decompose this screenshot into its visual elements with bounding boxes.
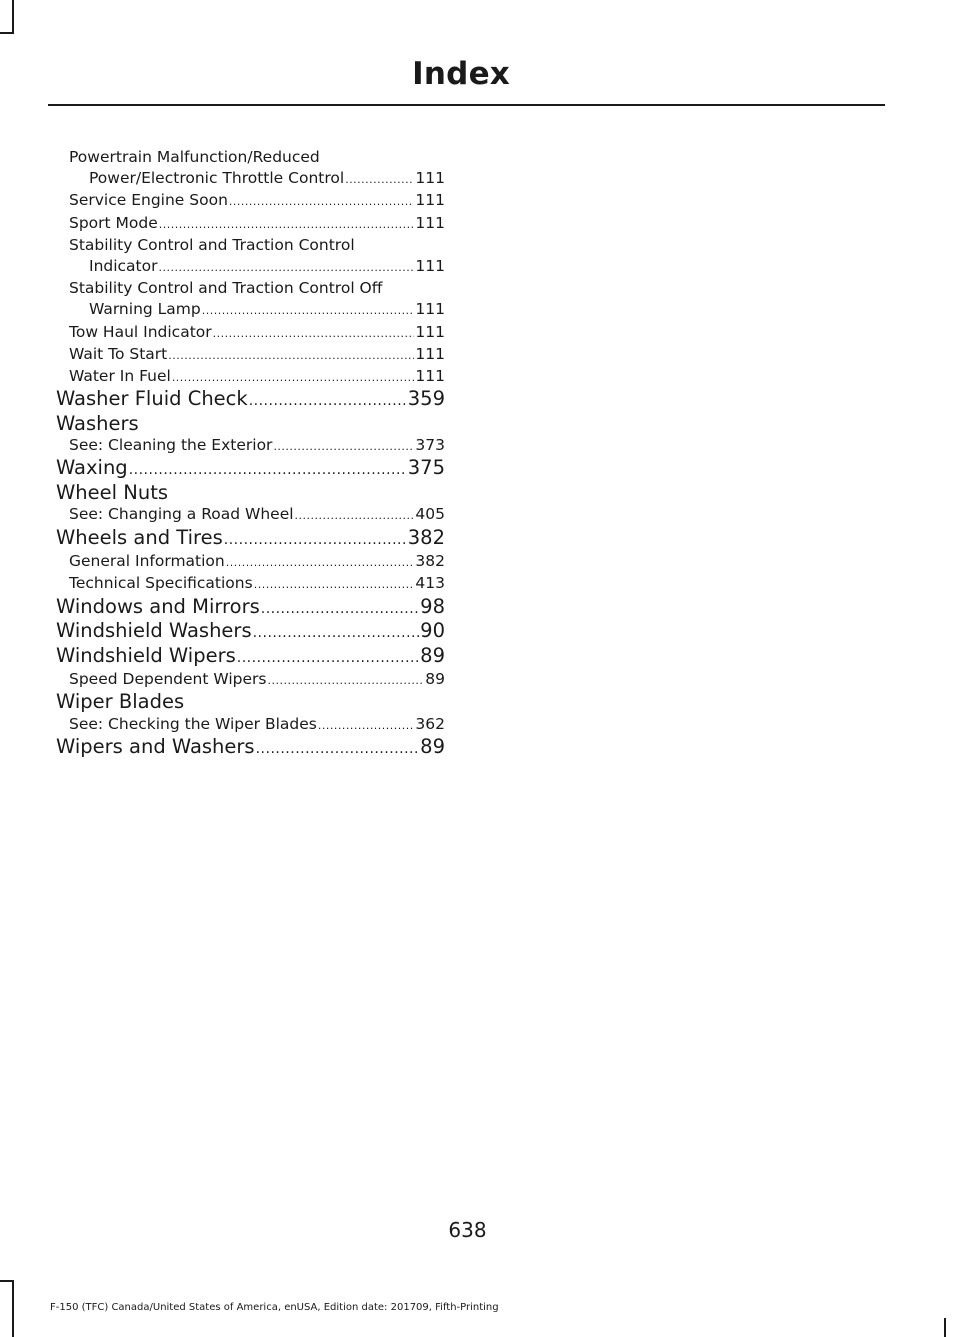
- crop-mark-bottom-left: [0, 1280, 14, 1282]
- index-subentry[interactable]: [56, 669, 445, 691]
- index-subentry[interactable]: [56, 551, 445, 573]
- leader-dots: [159, 257, 415, 278]
- leader-dots: [202, 300, 415, 321]
- index-entry-label: Water In Fuel: [69, 367, 171, 386]
- index-entry-label: Tow Haul Indicator: [69, 322, 212, 341]
- leader-dots: [226, 552, 415, 573]
- leader-dots: [229, 191, 415, 212]
- index-column: [56, 147, 445, 760]
- index-heading: [56, 482, 445, 505]
- index-entry-label: See: Changing a Road Wheel: [69, 505, 294, 524]
- index-page-ref[interactable]: 373: [415, 436, 445, 455]
- leader-dots: [268, 670, 425, 691]
- index-entry-label: Speed Dependent Wipers: [69, 670, 267, 689]
- index-subentry-line: [56, 278, 445, 299]
- index-subentry[interactable]: [56, 299, 445, 321]
- index-subentry[interactable]: [56, 435, 445, 457]
- index-entry[interactable]: [56, 736, 445, 761]
- index-entry-label: Technical Specifications: [69, 574, 253, 593]
- crop-mark-bottom-left: [12, 1280, 14, 1337]
- index-entry[interactable]: [56, 457, 445, 482]
- crop-mark-top-left: [0, 32, 14, 34]
- index-entry-label: Waxing: [56, 456, 128, 480]
- leader-dots: [318, 715, 415, 736]
- index-page-ref[interactable]: 382: [407, 525, 445, 549]
- index-entry-label: Stability Control and Traction Control: [69, 235, 355, 254]
- index-entry-label: See: Cleaning the Exterior: [69, 436, 273, 455]
- header-rule: [48, 104, 885, 106]
- index-entry-label: Wheels and Tires: [56, 525, 223, 549]
- crop-mark-bottom-right: [944, 1318, 946, 1337]
- index-subentry[interactable]: [56, 504, 445, 526]
- index-subentry[interactable]: [56, 256, 445, 278]
- index-subentry-line: [56, 235, 445, 256]
- index-subentry[interactable]: [56, 573, 445, 595]
- leader-dots: [168, 345, 414, 366]
- index-entry-label: Indicator: [89, 257, 158, 276]
- index-page-ref[interactable]: 89: [420, 643, 445, 667]
- leader-dots: [159, 214, 415, 235]
- index-entry[interactable]: [56, 596, 445, 621]
- leader-dots: [254, 574, 415, 595]
- index-page-ref[interactable]: 111: [415, 257, 445, 276]
- index-entry-label: General Information: [69, 552, 225, 571]
- index-page-ref[interactable]: 111: [415, 367, 445, 386]
- index-subentry[interactable]: [56, 322, 445, 344]
- index-entry-label: Power/Electronic Throttle Control: [89, 169, 345, 188]
- index-entry-label: Wiper Blades: [56, 690, 185, 714]
- index-heading: [56, 691, 445, 714]
- index-subentry-line: [56, 147, 445, 168]
- index-entry-label: Warning Lamp: [89, 300, 201, 319]
- index-page-ref[interactable]: 89: [425, 670, 445, 689]
- index-entry-label: Windshield Washers: [56, 619, 252, 643]
- index-page-ref[interactable]: 362: [415, 714, 445, 733]
- leader-dots: [256, 738, 420, 761]
- index-entry-label: Windshield Wipers: [56, 643, 236, 667]
- index-page-ref[interactable]: 405: [415, 505, 445, 524]
- index-entry-label: Powertrain Malfunction/Reduced: [69, 148, 320, 166]
- leader-dots: [172, 367, 415, 388]
- index-page-ref[interactable]: 111: [415, 191, 445, 210]
- leader-dots: [213, 323, 415, 344]
- index-page-ref[interactable]: 413: [415, 574, 445, 593]
- crop-mark-top-left: [12, 0, 14, 34]
- index-entry-label: Windows and Mirrors: [56, 594, 260, 618]
- footer-edition-note: F-150 (TFC) Canada/United States of America, enUSA, Edition date: 201709, Fifth-Printing: [50, 1302, 499, 1313]
- leader-dots: [224, 529, 407, 552]
- index-subentry[interactable]: [56, 366, 445, 388]
- index-page-ref[interactable]: 111: [415, 213, 445, 232]
- index-page-ref[interactable]: 90: [420, 619, 445, 643]
- index-page-ref[interactable]: 111: [415, 322, 445, 341]
- index-entry[interactable]: [56, 388, 445, 413]
- index-heading: [56, 413, 445, 436]
- index-subentry[interactable]: [56, 714, 445, 736]
- index-page-ref[interactable]: 98: [420, 594, 445, 618]
- leader-dots: [129, 459, 407, 482]
- leader-dots: [249, 390, 407, 413]
- index-entry-label: Wait To Start: [69, 344, 168, 363]
- index-page-ref[interactable]: 111: [415, 300, 445, 319]
- index-entry-label: Wipers and Washers: [56, 734, 255, 758]
- index-entry-label: Washers: [56, 411, 139, 435]
- index-entry-label: See: Checking the Wiper Blades: [69, 714, 317, 733]
- leader-dots: [237, 647, 419, 670]
- index-entry[interactable]: [56, 620, 445, 645]
- index-subentry[interactable]: [56, 344, 445, 366]
- page-number: 638: [448, 1218, 487, 1242]
- index-page-ref[interactable]: 359: [407, 387, 445, 411]
- index-page-ref[interactable]: 89: [420, 734, 445, 758]
- index-entry[interactable]: [56, 527, 445, 552]
- leader-dots: [261, 598, 419, 621]
- index-entry-label: Service Engine Soon: [69, 191, 228, 210]
- index-entry-label: Wheel Nuts: [56, 480, 169, 504]
- index-page-ref[interactable]: 375: [407, 456, 445, 480]
- index-page-ref[interactable]: 111: [415, 344, 445, 363]
- index-subentry[interactable]: [56, 168, 445, 190]
- index-entry-label: Washer Fluid Check: [56, 387, 248, 411]
- index-entry-label: Sport Mode: [69, 213, 158, 232]
- index-subentry[interactable]: [56, 190, 445, 212]
- page-title: Index: [412, 56, 510, 92]
- leader-dots: [273, 436, 414, 457]
- index-page-ref[interactable]: 382: [415, 552, 445, 571]
- leader-dots: [295, 505, 415, 526]
- index-page-ref[interactable]: 111: [415, 169, 445, 188]
- index-subentry[interactable]: [56, 213, 445, 235]
- leader-dots: [253, 622, 420, 645]
- leader-dots: [345, 169, 414, 190]
- index-entry-label: Stability Control and Traction Control Off: [69, 279, 383, 298]
- index-entry[interactable]: [56, 645, 445, 670]
